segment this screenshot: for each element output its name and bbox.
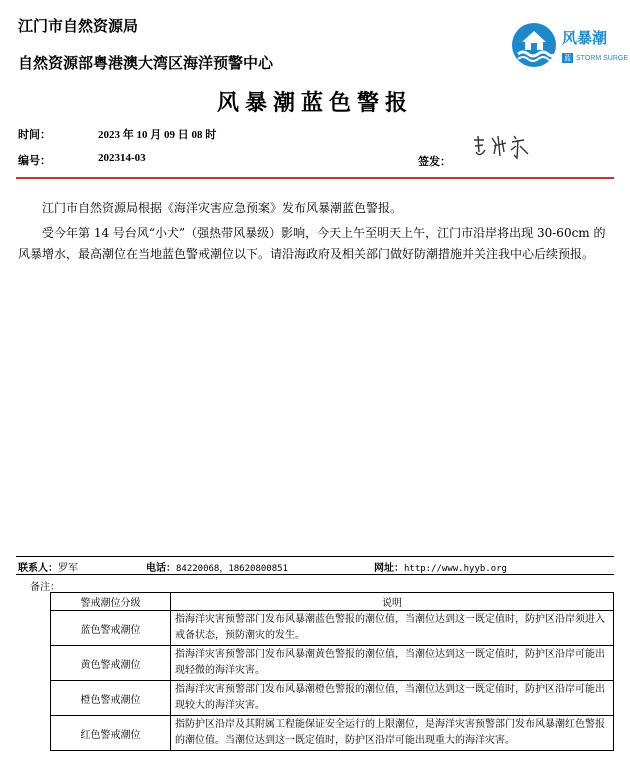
body-paragraph-1: 江门市自然资源局根据《海洋灾害应急预案》发布风暴潮蓝色警报。 <box>42 201 403 215</box>
logo-subtitle: 蓝 STORM SURGE <box>564 55 628 62</box>
signer-label: 签发： <box>418 155 451 168</box>
header-divider <box>16 177 614 179</box>
level-desc: 指海洋灾害预警部门发布风暴潮黄色警报的潮位值，当潮位达到这一既定值时，防护区沿岸可能出现轻微的海洋灾害。 <box>171 646 614 681</box>
number-value: 202314-03 <box>98 152 146 164</box>
logo-title: 风暴潮 <box>562 29 608 47</box>
table-row <box>51 716 614 751</box>
storm-surge-logo <box>512 23 628 67</box>
table-header-level: 警戒潮位分级 <box>51 593 171 611</box>
contact-bottom-divider <box>16 574 614 575</box>
level-blue: 蓝色警戒潮位 <box>51 611 171 646</box>
storm-surge-house-wave-icon <box>512 23 556 67</box>
level-red: 红色警戒潮位 <box>51 716 171 751</box>
body-paragraph-2: 受今年第 14 号台风“小犬”（强热带风暴级）影响，今天上午至明天上午，江门市沿岸将出现 30-60cm 的风暴增水，最高潮位在当地蓝色警戒潮位以下。请沿海政府及相关部门做好防潮措施并关注我中心后续预报。 <box>18 226 606 261</box>
contact-website: 网址：http://www.hyyb.org <box>374 563 507 574</box>
level-yellow: 黄色警戒潮位 <box>51 646 171 681</box>
handwritten-signature <box>470 130 540 166</box>
remark-label: 备注： <box>30 582 60 593</box>
contact-top-divider <box>16 556 614 557</box>
page-title: 风暴潮蓝色警报 <box>216 91 413 116</box>
level-orange: 橙色警戒潮位 <box>51 681 171 716</box>
issuing-organization: 江门市自然资源局 <box>18 17 139 35</box>
number-label: 编号： <box>18 154 51 167</box>
level-desc: 指海洋灾害预警部门发布风暴潮蓝色警报的潮位值，当潮位达到这一既定值时，防护区沿岸须进入戒备状态，预防潮灾的发生。 <box>171 611 614 646</box>
time-value: 2023 年 10 月 09 日 08 时 <box>98 129 217 141</box>
contact-phone: 电话：84220068，18620800851 <box>146 563 288 574</box>
level-desc: 指海洋灾害预警部门发布风暴潮橙色警报的潮位值，当潮位达到这一既定值时，防护区沿岸可能出现较大的海洋灾害。 <box>171 681 614 716</box>
contact-person: 联系人：罗军 <box>18 563 78 574</box>
table-header-row <box>51 593 614 611</box>
level-desc: 指防护区沿岸及其附属工程能保证安全运行的上限潮位，是海洋灾害预警部门发布风暴潮红色警报的潮位值。当潮位达到这一既定值时，防护区沿岸可能出现重大的海洋灾害。 <box>171 716 614 751</box>
website-link[interactable]: http://www.hyyb.org <box>404 564 507 574</box>
warning-center-name: 自然资源部粤港澳大湾区海洋预警中心 <box>18 54 274 72</box>
table-row <box>51 681 614 716</box>
table-row <box>51 611 614 646</box>
warning-level-table <box>50 592 614 751</box>
table-row <box>51 646 614 681</box>
table-header-desc: 说明 <box>171 593 614 611</box>
time-label: 时间： <box>18 128 51 141</box>
